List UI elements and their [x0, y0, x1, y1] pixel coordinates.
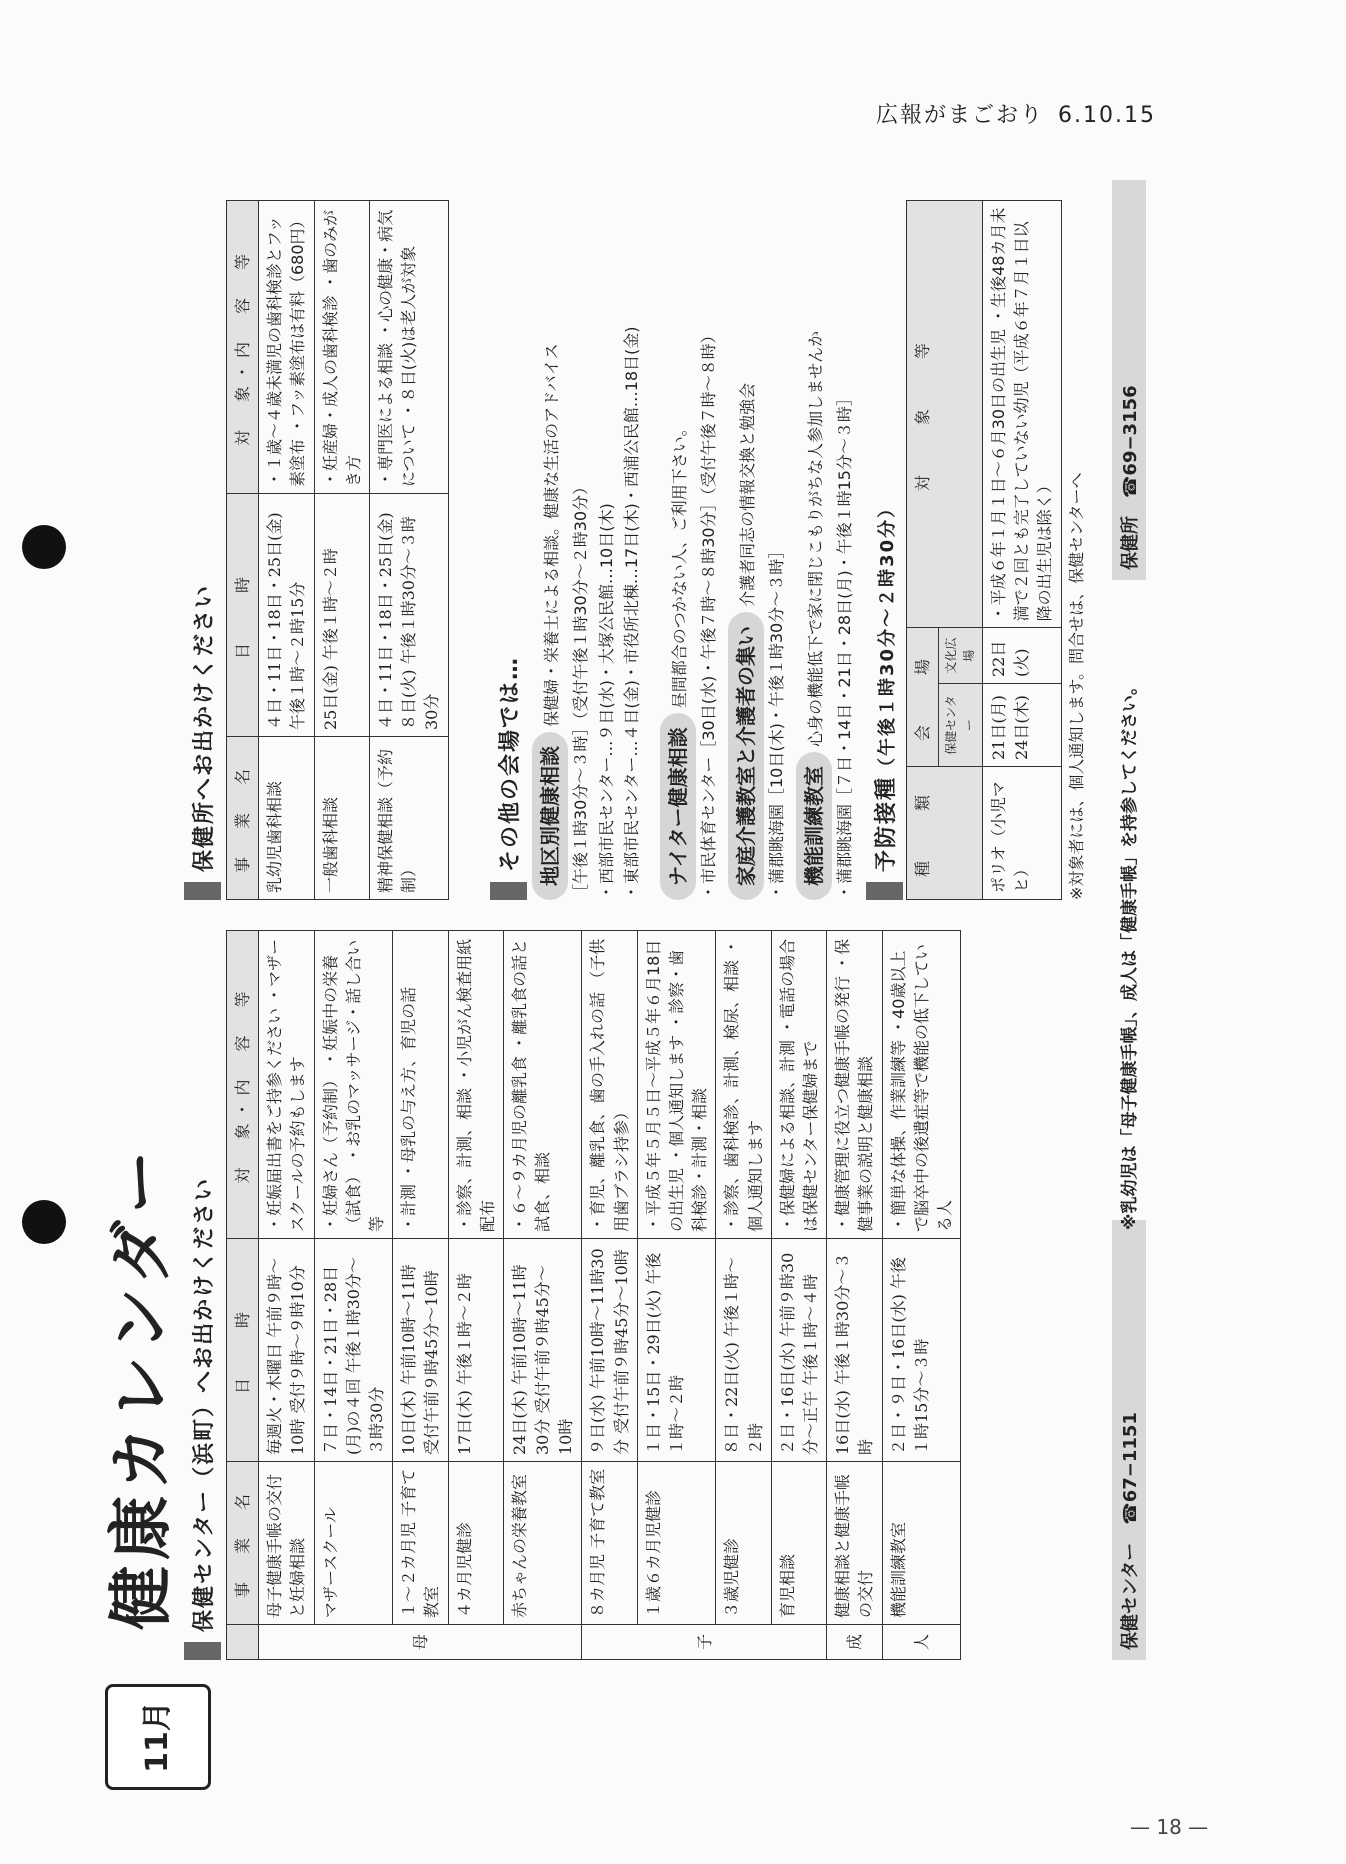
other-venues-heading: その他の会場では…	[490, 646, 527, 900]
health-center-phone: 保健センター ☎67−1151	[1112, 1220, 1146, 1660]
home-care-class: 家庭介護教室と介護者の集い 介護者同志の情報交換と勉強会 ・蒲郡眺海園［10日(木)・午後１時30分〜３時］	[728, 190, 790, 900]
page-number: — 18 —	[1130, 1815, 1209, 1839]
table-row: １歳６カ月児健診 １日・15日・29日(火) 午後１時〜２時 ・平成５年５月５日〜平成５年６月18日の出生児 ・個人通知します ・診察・歯科検診・計測・相談	[637, 931, 716, 1660]
table-row: 赤ちゃんの栄養教室 24日(木) 午前10時〜11時30分 受付午前９時45分〜10時 ・６〜９カ月児の離乳食 ・離乳食の話と試食、相談	[503, 931, 582, 1660]
table-row: マザースクール ７日・14日・21日・28日 (月)の４回 午後１時30分〜３時30分 ・妊婦さん（予約制） ・妊娠中の栄養（試食） ・お乳のマッサージ・話し合い等	[314, 931, 393, 1660]
vaccination-note: ※対象者には、個人通知します。問合せは、保健センターへ	[1067, 472, 1086, 900]
table-row: ３歳児健診 ８日・22日(火) 午後１時〜２時 ・診察、歯科検診、計測、検尿、相談 ・個人通知します	[716, 931, 771, 1660]
col-date: 日 時	[227, 1239, 259, 1462]
section-heading-public-health: 保健所へお出かけください	[184, 574, 221, 900]
table-row: ポリオ（小児マヒ） 21日(月) 24日(木) 22日(火) ・平成６年１月１日〜６月30日の出生児 ・生後48カ月未満で２回とも完了していない幼児（平成６年７月１日以降の出生児は除く）	[982, 201, 1061, 900]
night-consultation: ナイター健康相談 昼間都合のつかない人、ご利用下さい。 ・市民体育センター［30日(水)・午後７時〜８時30分］（受付午後７時〜８時）	[660, 190, 722, 900]
table-row: 乳幼児歯科相談 ４日・11日・18日・25日(金) 午後１時〜２時15分 ・１歳〜４歳未満児の歯科検診とフッ素塗布 ・フッ素塗布は有料（680円）	[259, 201, 314, 900]
district-consultation: 地区別健康相談 保健婦・栄養士による相談。健康な生活のアドバイス ［午後１時30分〜３時］（受付午後１時30分〜２時30分） ・西部市民センター…９日(水)・大塚公民館…10日(木) ・東部市民センター…４日(金)・市役所北棟…17日(木)・西浦公民館…18日(金)	[532, 190, 645, 900]
health-center-table	[226, 930, 961, 1660]
col-content: 対 象・内 容 等	[227, 931, 259, 1239]
table-row: 人 機能訓練教室 ２日・９日・16日(水) 午後１時15分〜３時 ・簡単な体操、作業訓練等 ・40歳以上で脳卒中の後遺症等で機能の低下している人	[882, 931, 961, 1660]
binder-hole	[22, 525, 66, 569]
table-row: 精神保健相談（予約制） ４日・11日・18日・25日(金) ８日(火) 午後１時30分〜３時30分 ・専門医による相談 ・心の健康・病気について ・８日(火)は老人が対象	[369, 201, 448, 900]
table-row: 一般歯科相談 25日(金) 午後１時〜２時 ・妊産婦・成人の歯科検診 ・歯のみがき方	[314, 201, 369, 900]
rehab-class: 機能訓練教室 心身の機能低下で家に閉じこもりがちな人参加しませんか ・蒲郡眺海園［７日・14日・21日・28日(月)・午後１時15分〜３時］	[796, 190, 858, 900]
rotated-content	[104, 180, 1160, 1773]
col-name: 事 業 名	[227, 1462, 259, 1625]
vaccination-table: 種 類 会 場 対 象 等 保健センター 文化広場 ポリオ（小児マヒ） 21日(月) 24日(木) 22日(火) ・平成６年１月１日〜６月30日の出生児 ・生後48カ月未満で２回とも完了していない幼児（平成６年７月１日以降の出生児は除く）	[906, 200, 1062, 900]
table-row: 子 ８カ月児 子育て教室 ９日(水) 午前10時〜11時30分 受付午前９時45分〜10時 ・育児、離乳食、歯の手入れの話 （子供用歯ブラシ持参）	[582, 931, 637, 1660]
table-row: ４カ月児健診 17日(木) 午後１時〜２時 ・診察、計測、相談 ・小児がん検査用紙配布	[448, 931, 503, 1660]
public-health-table: 事 業 名 日 時 対 象・内 容 等 乳幼児歯科相談 ４日・11日・18日・25日(金) 午後１時〜２時15分 ・１歳〜４歳未満児の歯科検診とフッ素塗布 ・フッ素塗布は有料（680円） 一般歯科相談 25日(金) 午後１時〜２時 ・妊産婦・成人の歯科検診 ・歯のみがき方 精神保健相談（予約制） ４日・11日・18日・25日(金) ８日(火) 午後１時30分〜３時30分 ・専門医による相談 ・心の健康・病気について ・８日(火)は老人が対象	[226, 200, 449, 900]
binder-hole	[22, 1200, 66, 1244]
publication-header: 広報がまごおり 6.10.15	[876, 103, 1156, 128]
table-row: １〜２カ月児 子育て教室 10日(木) 午前10時〜11時 受付午前９時45分〜10時 ・計測 ・母乳の与え方、育児の話	[393, 931, 448, 1660]
table-row: 母 母子健康手帳の交付と妊婦相談 毎週火・木曜日 午前９時〜10時 受付９時〜９時10分 ・妊娠届出書をご持参ください ・マザースクールの予約もします	[259, 931, 314, 1660]
table-row: 成 健康相談と健康手帳の交付 16日(水) 午後１時30分〜３時 ・健康管理に役立つ健康手帳の発行 ・保健事業の説明と健康相談	[827, 931, 882, 1660]
calendar-icon: 11月	[105, 1684, 211, 1790]
vaccination-heading: 予防接種（午後１時30分〜２時30分）	[866, 488, 903, 900]
public-health-phone: 保健所 ☎69−3156	[1112, 180, 1146, 580]
section-heading-health-center: 保健センター（浜町）へお出かけください	[184, 1167, 221, 1660]
page-title: 健康カレンダー	[104, 1144, 179, 1630]
bottom-note: ※乳幼児は「母子健康手帳」、成人は「健康手帳」を持参してください。	[1120, 677, 1140, 1230]
table-row: 育児相談 ２日・16日(水) 午前９時30分〜正午 午後１時〜４時 ・保健婦による相談、計測 ・電話の場合は保健センター保健婦まで	[771, 931, 826, 1660]
